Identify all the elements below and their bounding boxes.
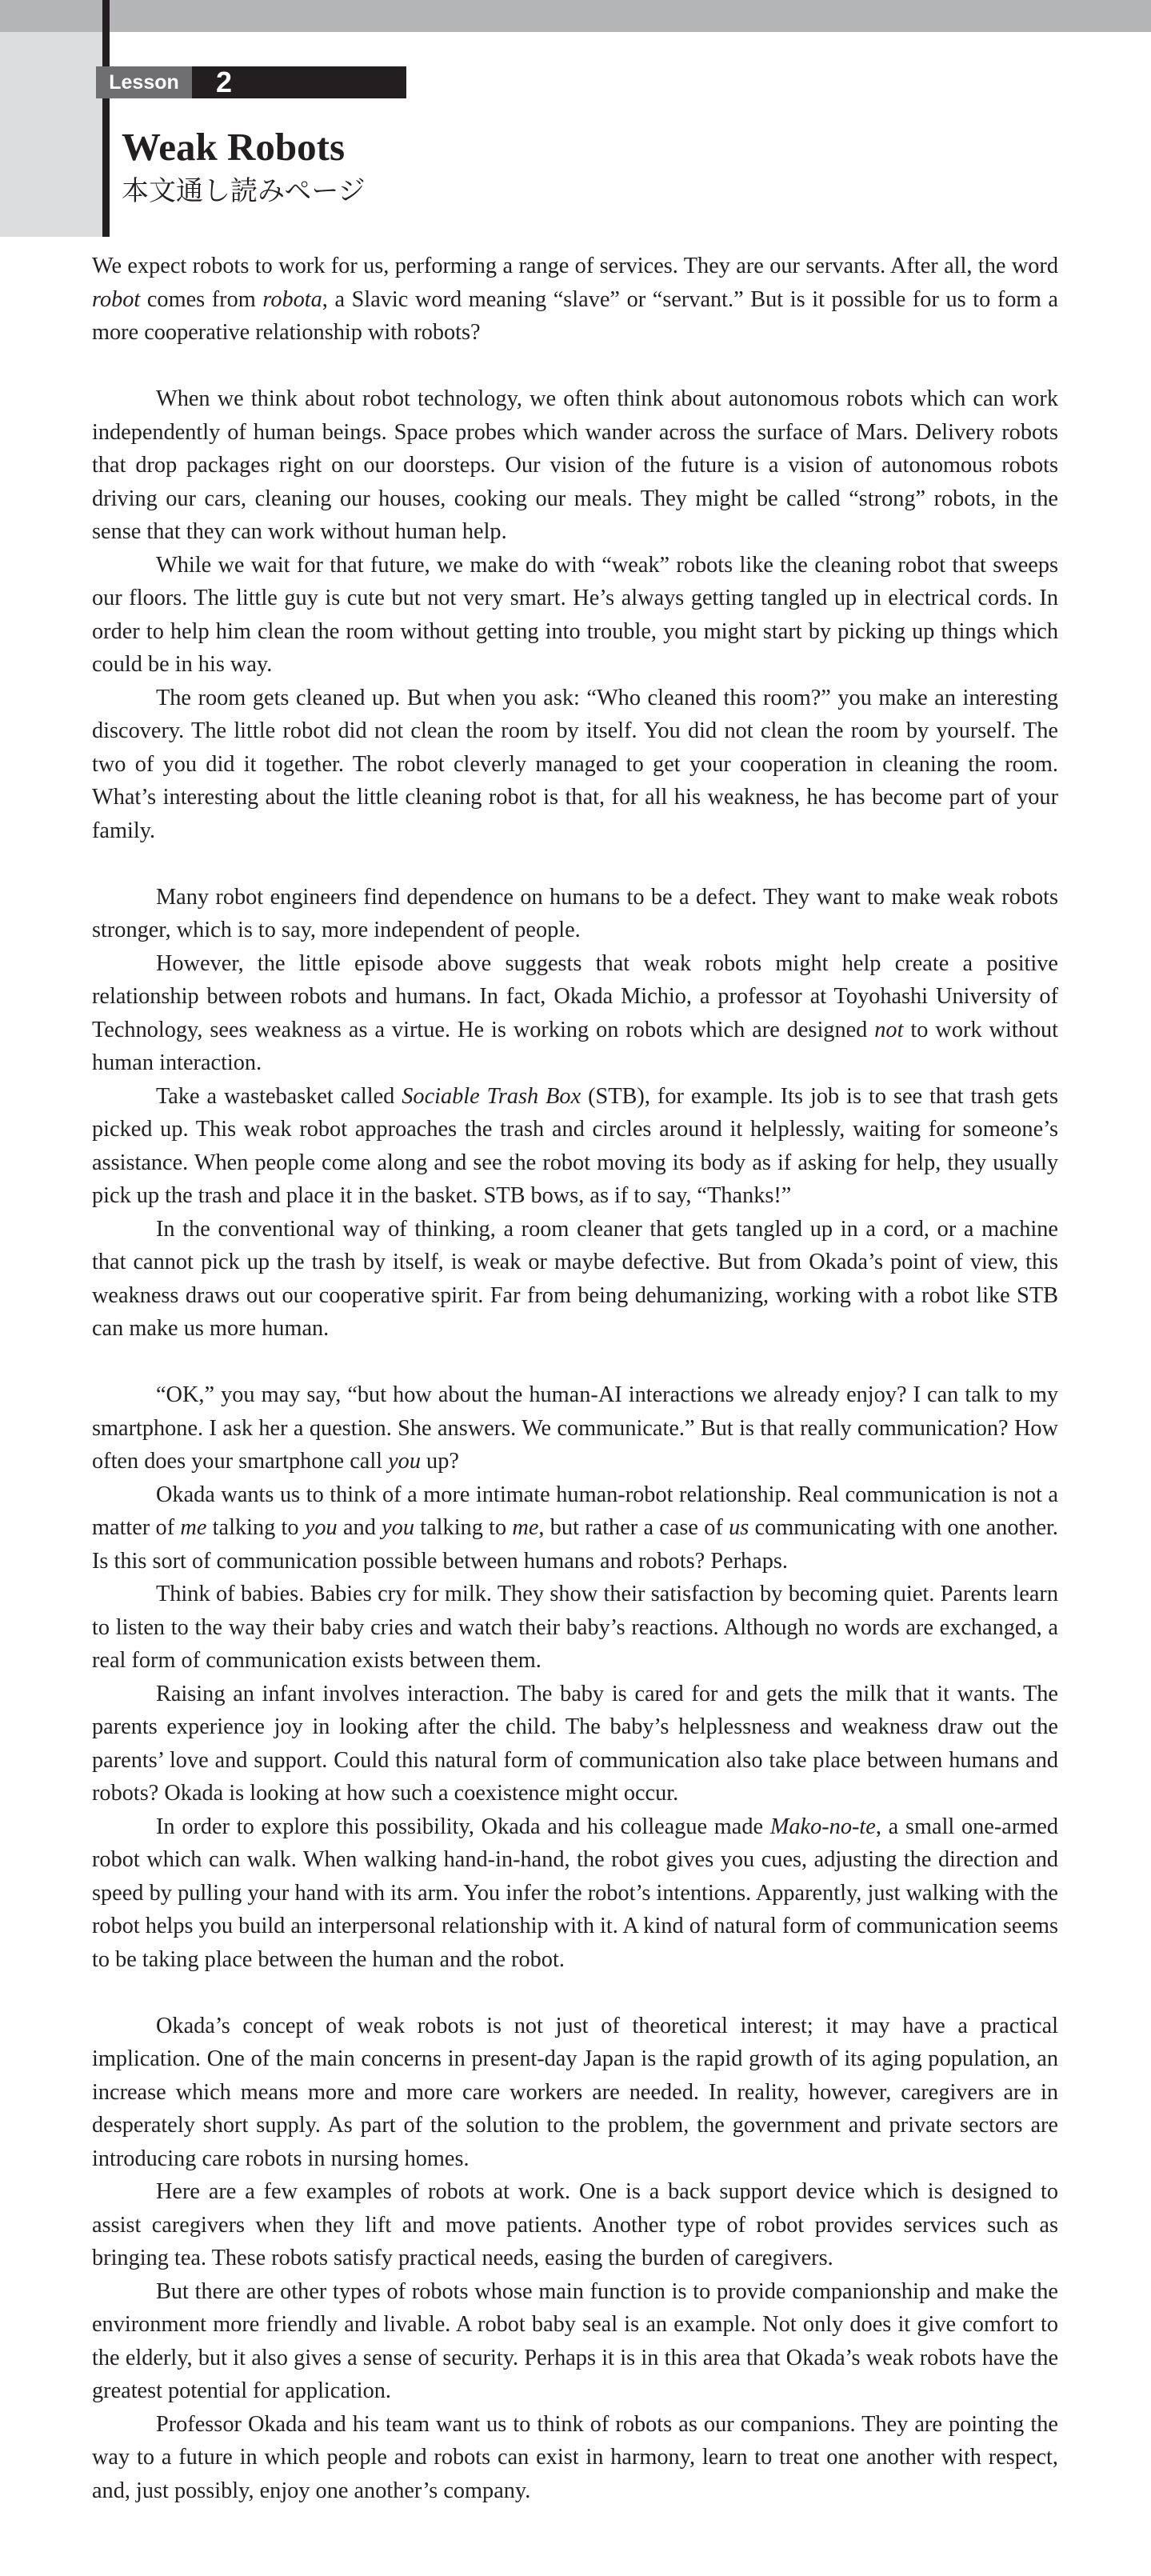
paragraph-8 <box>92 1213 1058 1346</box>
article-body <box>92 250 1058 2507</box>
italic-text: me <box>180 1515 207 1540</box>
italic-text: robota <box>262 286 322 312</box>
italic-text: robot <box>92 286 141 312</box>
italic-text: you <box>304 1515 338 1540</box>
paragraph-text: “OK,” you may say, “but how about the human-AI interactions we already enjoy? I can talk to my smartphone. I ask her a question. She answers. We communicate.” But is that really communication? How often does your smartphone call <box>92 1382 1058 1474</box>
paragraph-text: talking to <box>414 1515 513 1540</box>
paragraph-text: Raising an infant involves interaction. The baby is cared for and gets the milk that it wants. The parents experience joy in looking after the child. The baby’s helplessness and weakness draw out the parents’ love and support. Could this natural form of communication also take place between humans and robots? Okada is looking at how such a coexistence might occur. <box>92 1681 1058 1806</box>
paragraph-text: However, the little episode above suggests that weak robots might help create a positive relationship between robots and humans. In fact, Okada Michio, a professor at Toyohashi University of Technology, sees weakness as a virtue. He is working on robots which are designed <box>92 950 1058 1042</box>
italic-text: you <box>388 1449 421 1474</box>
paragraph-3 <box>92 549 1058 682</box>
paragraph-text: Take a wastebasket called <box>156 1083 402 1109</box>
paragraph-text: , a small one-armed robot which can walk. When walking hand-in-hand, the robot gives you cues, adjusting the direction and speed by pulling your hand with its arm. You infer the robot’s intentions. Apparently, just walking with the robot helps you build an interpersonal relationship with it. A kind of natural form of communication seems to be taking place between the human and the robot. <box>92 1814 1058 1972</box>
italic-text: Sociable Trash Box <box>402 1083 581 1109</box>
italic-text: Mako-no-te <box>769 1814 876 1839</box>
page-title: Weak Robots <box>122 125 346 169</box>
paragraph-text: communicating with one another. Is this sort of communication possible between humans and robots? Perhaps. <box>92 1515 1058 1574</box>
lesson-bar <box>96 66 406 98</box>
header-side-panel <box>0 32 102 237</box>
paragraph-text: Here are a few examples of robots at work. One is a back support device which is designed to assist caregivers when they lift and move patients. Another type of robot provides services such as bringing tea. These robots satisfy practical needs, easing the burden of caregivers. <box>92 2179 1058 2270</box>
lesson-number: 2 <box>216 66 233 98</box>
paragraph-6 <box>92 947 1058 1080</box>
paragraph-4 <box>92 682 1058 848</box>
italic-text: you <box>382 1515 414 1540</box>
paragraph-text: , but rather a case of <box>538 1515 729 1540</box>
paragraph-7 <box>92 1080 1058 1213</box>
paragraph-text: Okada’s concept of weak robots is not just of theoretical interest; it may have a practical implication. One of the main concerns in present-day Japan is the rapid growth of its aging population, an increase which means more and more care workers are needed. In reality, however, caregivers are in desperately short supply. As part of the solution to the problem, the government and private sectors are introducing care robots in nursing homes. <box>92 2013 1058 2171</box>
page-subtitle: 本文通し読みページ <box>122 175 366 207</box>
paragraph-15 <box>92 2175 1058 2275</box>
paragraph-text: When we think about robot technology, we often think about autonomous robots which can work independently of human beings. Space probes which wander across the surface of Mars. Delivery robots that drop packages right on our doorsteps. Our vision of the future is a vision of autonomous robots driving our cars, cleaning our houses, cooking our meals. They might be called “strong” robots, in the sense that they can work without human help. <box>92 386 1058 544</box>
paragraph-text: The room gets cleaned up. But when you ask: “Who cleaned this room?” you make an interesting discovery. The little robot did not clean the room by itself. You did not clean the room by yourself. The two of you did it together. The robot cleverly managed to get your cooperation in cleaning the room. What’s interesting about the little cleaning robot is that, for all his weakness, he has become part of your family. <box>92 685 1058 843</box>
paragraph-text: But there are other types of robots whose main function is to provide companionship and make the environment more friendly and livable. A robot baby seal is an example. Not only does it give comfort to the elderly, but it also gives a sense of security. Perhaps it is in this area that Okada’s weak robots have the greatest potential for application. <box>92 2278 1058 2403</box>
paragraph-text: Professor Okada and his team want us to think of robots as our companions. They are pointing the way to a future in which people and robots can exist in harmony, learn to treat one another with respect, and, just possibly, enjoy one another’s company. <box>92 2411 1058 2503</box>
paragraph-text: We expect robots to work for us, performing a range of services. They are our servants. After all, the word <box>92 254 1058 278</box>
paragraph-13 <box>92 1810 1058 1977</box>
paragraph-text: While we wait for that future, we make do with “weak” robots like the cleaning robot that sweeps our floors. The little guy is cute but not very smart. He’s always getting tangled up in electrical cords. In order to help him clean the room without getting into trouble, you might start by picking up things which could be in his way. <box>92 552 1058 677</box>
paragraph-14 <box>92 2010 1058 2176</box>
paragraph-12 <box>92 1678 1058 1810</box>
paragraph-text: Many robot engineers find dependence on humans to be a defect. They want to make weak robots stronger, which is to say, more independent of people. <box>92 884 1058 942</box>
paragraph-text: comes from <box>140 286 263 312</box>
paragraph-text: , a Slavic word meaning “slave” or “servant.” But is it possible for us to form a more cooperative relationship with robots? <box>92 286 1058 345</box>
paragraph-text: Think of babies. Babies cry for milk. They show their satisfaction by becoming quiet. Parents learn to listen to the way their baby cries and watch their baby’s reactions. Although no words are exchanged, a real form of communication exists between them. <box>92 1582 1058 1673</box>
paragraph-2 <box>92 382 1058 549</box>
paragraph-text: (STB), for example. Its job is to see that trash gets picked up. This weak robot approaches the trash and circles around it helplessly, waiting for someone’s assistance. When people come along and see the robot moving its body as if asking for help, they usually pick up the trash and place it in the basket. STB bows, as if to say, “Thanks!” <box>92 1083 1058 1208</box>
paragraph-10 <box>92 1478 1058 1578</box>
header-band <box>0 0 1151 32</box>
paragraph-text: to work without human interaction. <box>92 1017 1058 1075</box>
paragraph-5 <box>92 881 1058 947</box>
header-vertical-rule <box>102 0 110 237</box>
paragraph-text: and <box>337 1515 382 1540</box>
paragraph-17 <box>92 2408 1058 2508</box>
paragraph-9 <box>92 1378 1058 1478</box>
italic-text: me <box>512 1515 539 1540</box>
lesson-label: Lesson <box>96 66 192 98</box>
italic-text: us <box>729 1515 749 1540</box>
paragraph-16 <box>92 2275 1058 2408</box>
paragraph-text: In order to explore this possibility, Okada and his colleague made <box>156 1814 770 1839</box>
paragraph-text: In the conventional way of thinking, a room cleaner that gets tangled up in a cord, or a machine that cannot pick up the trash by itself, is weak or maybe defective. But from Okada’s point of view, this weakness draws out our cooperative spirit. Far from being dehumanizing, working with a robot like STB can make us more human. <box>92 1216 1058 1341</box>
paragraph-1 <box>92 250 1058 350</box>
italic-text: not <box>874 1017 904 1042</box>
paragraph-text: talking to <box>206 1515 305 1540</box>
paragraph-text: up? <box>420 1449 459 1474</box>
paragraph-11 <box>92 1578 1058 1678</box>
paragraph-text: Okada wants us to think of a more intimate human-robot relationship. Real communication is not a matter of <box>92 1482 1058 1540</box>
